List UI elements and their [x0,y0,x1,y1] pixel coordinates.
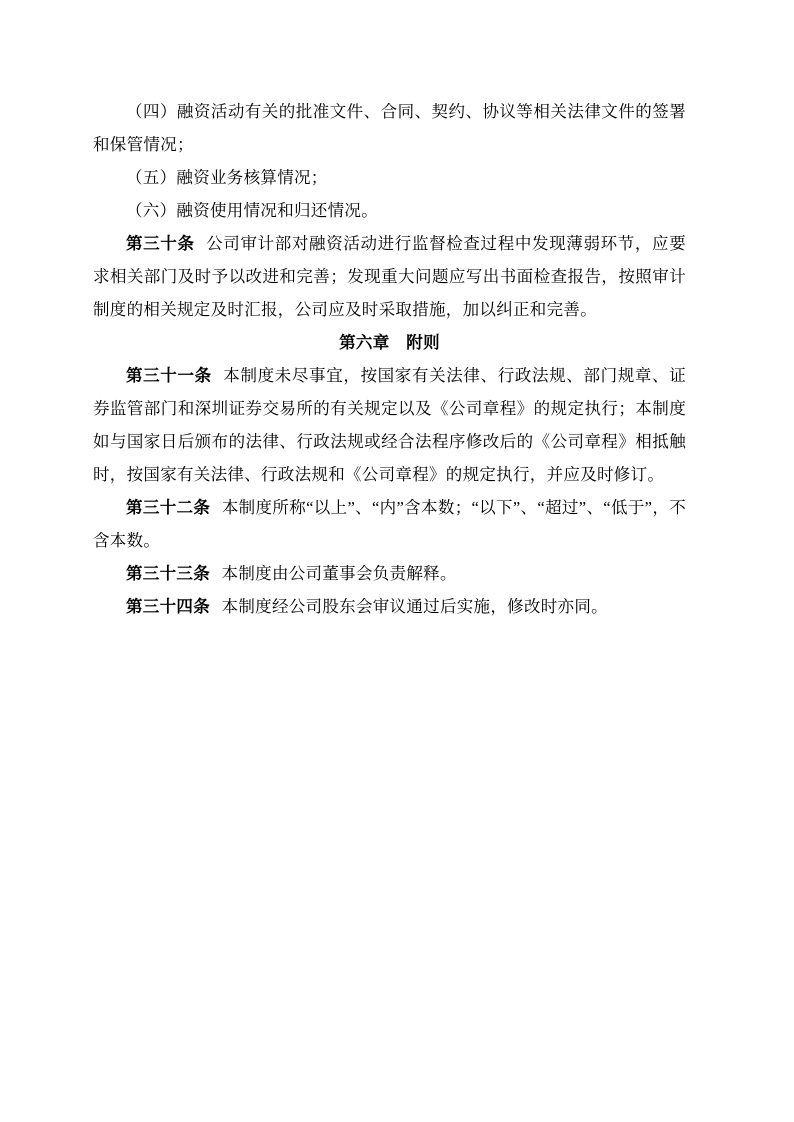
article-31 [93,359,686,491]
article-30 [93,227,686,326]
clause-item-5 [93,161,686,194]
article-33 [93,557,686,590]
clause-item-5-text: （五）融资业务核算情况； [126,168,328,187]
article-33-number: 第三十三条 [126,564,210,583]
article-30-number: 第三十条 [126,234,195,253]
clause-item-6-text: （六）融资使用情况和归还情况。 [126,201,378,220]
article-32-text: 本制度所称“以上”、“内”含本数；“以下”、“超过”、“低于”，不含本数。 [93,498,687,550]
article-32-number: 第三十二条 [126,498,211,517]
clause-item-4 [93,95,686,161]
article-33-text: 本制度由公司董事会负责解释。 [221,564,457,583]
article-34-number: 第三十四条 [126,597,210,616]
article-31-text: 本制度未尽事宜，按国家有关法律、行政法规、部门规章、证券监管部门和深圳证券交易所的有关规定以及《公司章程》的规定执行；本制度如与国家日后颁布的法律、行政法规或经合法程序修改后的《公司章程》相抵触时，按国家有关法律、行政法规和《公司章程》的规定执行，并应及时修订。 [93,366,686,484]
article-34-text: 本制度经公司股东会审议通过后实施，修改时亦同。 [221,597,608,616]
clause-item-6 [93,194,686,227]
clause-item-4-text: （四）融资活动有关的批准文件、合同、契约、协议等相关法律文件的签署和保管情况； [93,102,686,154]
article-32 [93,491,686,557]
article-31-number: 第三十一条 [126,366,212,385]
chapter-6-heading: 第六章 附则 [339,333,440,352]
article-30-text: 公司审计部对融资活动进行监督检查过程中发现薄弱环节，应要求相关部门及时予以改进和完善；发现重大问题应写出书面检查报告，按照审计制度的相关规定及时汇报，公司应及时采取措施，加以纠正和完善。 [93,234,687,319]
article-34 [93,590,686,623]
